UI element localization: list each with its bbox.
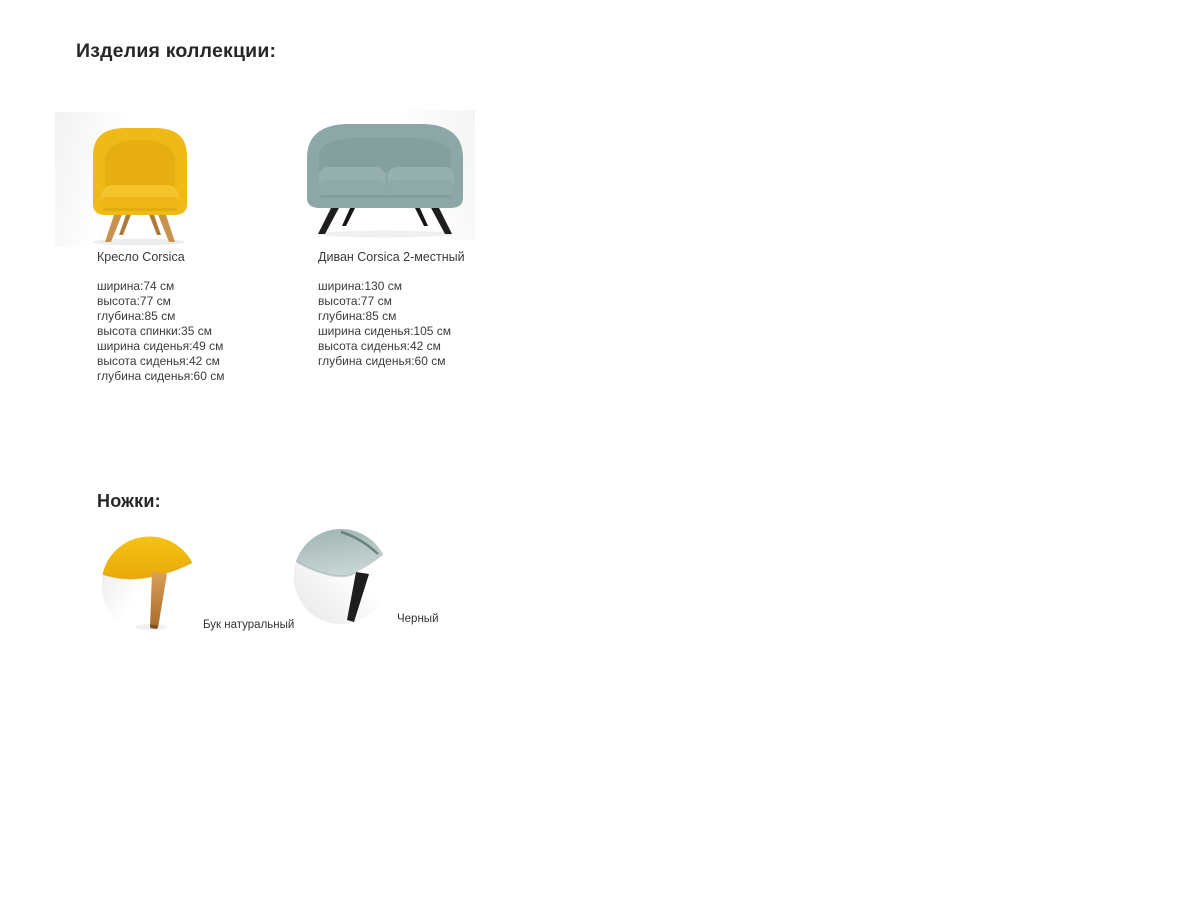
spec-line: высота сиденья:42 см bbox=[318, 339, 441, 353]
spec-line: глубина:85 см bbox=[318, 309, 397, 323]
product-name-sofa[interactable]: Диван Corsica 2-местный bbox=[318, 250, 465, 264]
sofa-cushion-right-front bbox=[388, 180, 454, 195]
sofa-shadow bbox=[317, 231, 453, 238]
leg-option-beech-image bbox=[101, 536, 198, 633]
spec-line: высота:77 см bbox=[318, 294, 392, 308]
armchair-inner-shade bbox=[105, 140, 175, 192]
spec-line: высота:77 см bbox=[97, 294, 171, 308]
leg-option-black-image bbox=[293, 528, 389, 625]
product-specs-sofa bbox=[318, 279, 451, 369]
sofa-image[interactable] bbox=[295, 110, 475, 240]
sofa-illustration bbox=[295, 110, 475, 240]
armchair-image[interactable] bbox=[55, 112, 225, 247]
armchair-illustration bbox=[55, 112, 225, 247]
collection-title: Изделия коллекции: bbox=[76, 40, 277, 62]
armchair-cushion-shadow bbox=[103, 208, 177, 211]
leg-beech-illustration bbox=[101, 536, 198, 633]
legs-title: Ножки: bbox=[97, 491, 161, 511]
spec-line: глубина сиденья:60 см bbox=[97, 369, 225, 383]
product-specs-armchair bbox=[97, 279, 224, 384]
spec-line: ширина сиденья:49 см bbox=[97, 339, 224, 353]
sofa-inner-shade bbox=[319, 138, 451, 172]
sofa-back-leg bbox=[342, 206, 356, 226]
product-name-armchair[interactable]: Кресло Corsica bbox=[97, 250, 185, 264]
spec-line: ширина сиденья:105 см bbox=[318, 324, 452, 338]
spec-line: ширина:74 см bbox=[97, 279, 175, 293]
sofa-front-leg bbox=[430, 206, 452, 234]
armchair-front-leg bbox=[157, 212, 175, 242]
sofa-cushion-shadow bbox=[321, 195, 452, 198]
sofa-front-leg bbox=[318, 206, 340, 234]
spec-line: глубина:85 см bbox=[97, 309, 176, 323]
spec-line: высота спинки:35 см bbox=[97, 324, 212, 338]
armchair-front-leg bbox=[105, 212, 123, 242]
spec-line: высота сиденья:42 см bbox=[97, 354, 220, 368]
spec-line: ширина:130 см bbox=[318, 279, 402, 293]
spec-line: глубина сиденья:60 см bbox=[318, 354, 446, 368]
sofa-cushion-left-front bbox=[319, 180, 385, 195]
leg-black-illustration bbox=[293, 528, 389, 625]
sofa-back-leg bbox=[414, 206, 428, 226]
leg-option-label-black: Черный bbox=[397, 613, 439, 625]
leg-option-label-beech: Бук натуральный bbox=[203, 619, 295, 631]
